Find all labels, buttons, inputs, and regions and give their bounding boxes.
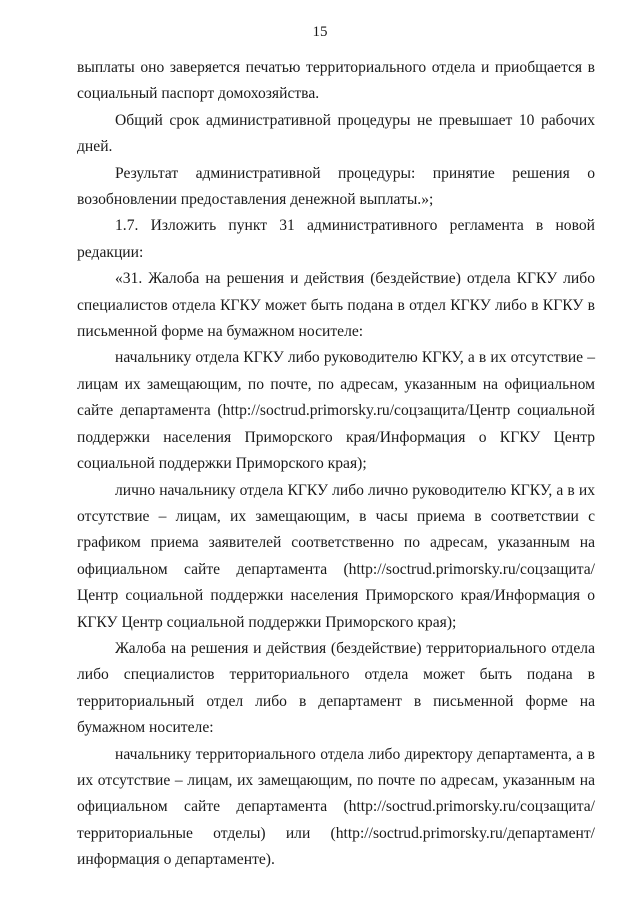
paragraph-clause-31: «31. Жалоба на решения и действия (бездействие) отдела КГКУ либо специалистов отдела КГКУ может быть подана в отдел КГКУ либо в КГКУ в письменной форме на бумажном носителе: — [77, 270, 595, 341]
paragraph-territorial-complaint: Жалоба на решения и действия (бездействие) территориального отдела либо специалистов территориального отдела может быть подана в территориальный отдел либо в департамент в письменной форме на бумажном носителе: — [77, 639, 595, 737]
paragraph-territorial-head-by-mail: начальнику территориального отдела либо директору департамента, а в их отсутствие – лицам, их замещающим, по почте по адресам, указанным на официальном сайте департамента (http://soctrud.primorsky.ru/соцзащита/ территориальные отделы) или (http://soctrud.primorsky.ru/департамент/информация о департаменте). — [77, 745, 595, 869]
paragraph-procedure-result: Результат административной процедуры: принятие решения о возобновлении предоставления денежной выплаты.»; — [77, 164, 595, 209]
paragraph-head-of-department-by-mail: начальнику отдела КГКУ либо руководителю КГКУ, а в их отсутствие – лицам их замещающим, по почте, по адресам, указанным на официальном сайте департамента (http://soctrud.primorsky.ru/соцзащита/Центр социальной поддержки населения Приморского края/Информация о КГКУ Центр социальной поддержки Приморского края); — [77, 349, 595, 473]
paragraph-procedure-term: Общий срок административной процедуры не превышает 10 рабочих дней. — [77, 111, 595, 156]
document-body — [77, 55, 595, 874]
paragraph-in-person-submission: лично начальнику отдела КГКУ либо лично руководителю КГКУ, а в их отсутствие – лицам, их замещающим, в часы приема в соответствии с графиком приема заявителей соответственно по адресам, указанным на официальном сайте департамента (http://soctrud.primorsky.ru/соцзащита/Центр социальной поддержки населения Приморского края/Информация о КГКУ Центр социальной поддержки Приморского края); — [77, 481, 595, 631]
paragraph-amendment-1-7: 1.7. Изложить пункт 31 административного регламента в новой редакции: — [77, 217, 595, 261]
page-number: 15 — [312, 24, 328, 40]
paragraph-payment-certification: выплаты оно заверяется печатью территориального отдела и приобщается в социальный паспорт домохозяйства. — [77, 59, 595, 103]
